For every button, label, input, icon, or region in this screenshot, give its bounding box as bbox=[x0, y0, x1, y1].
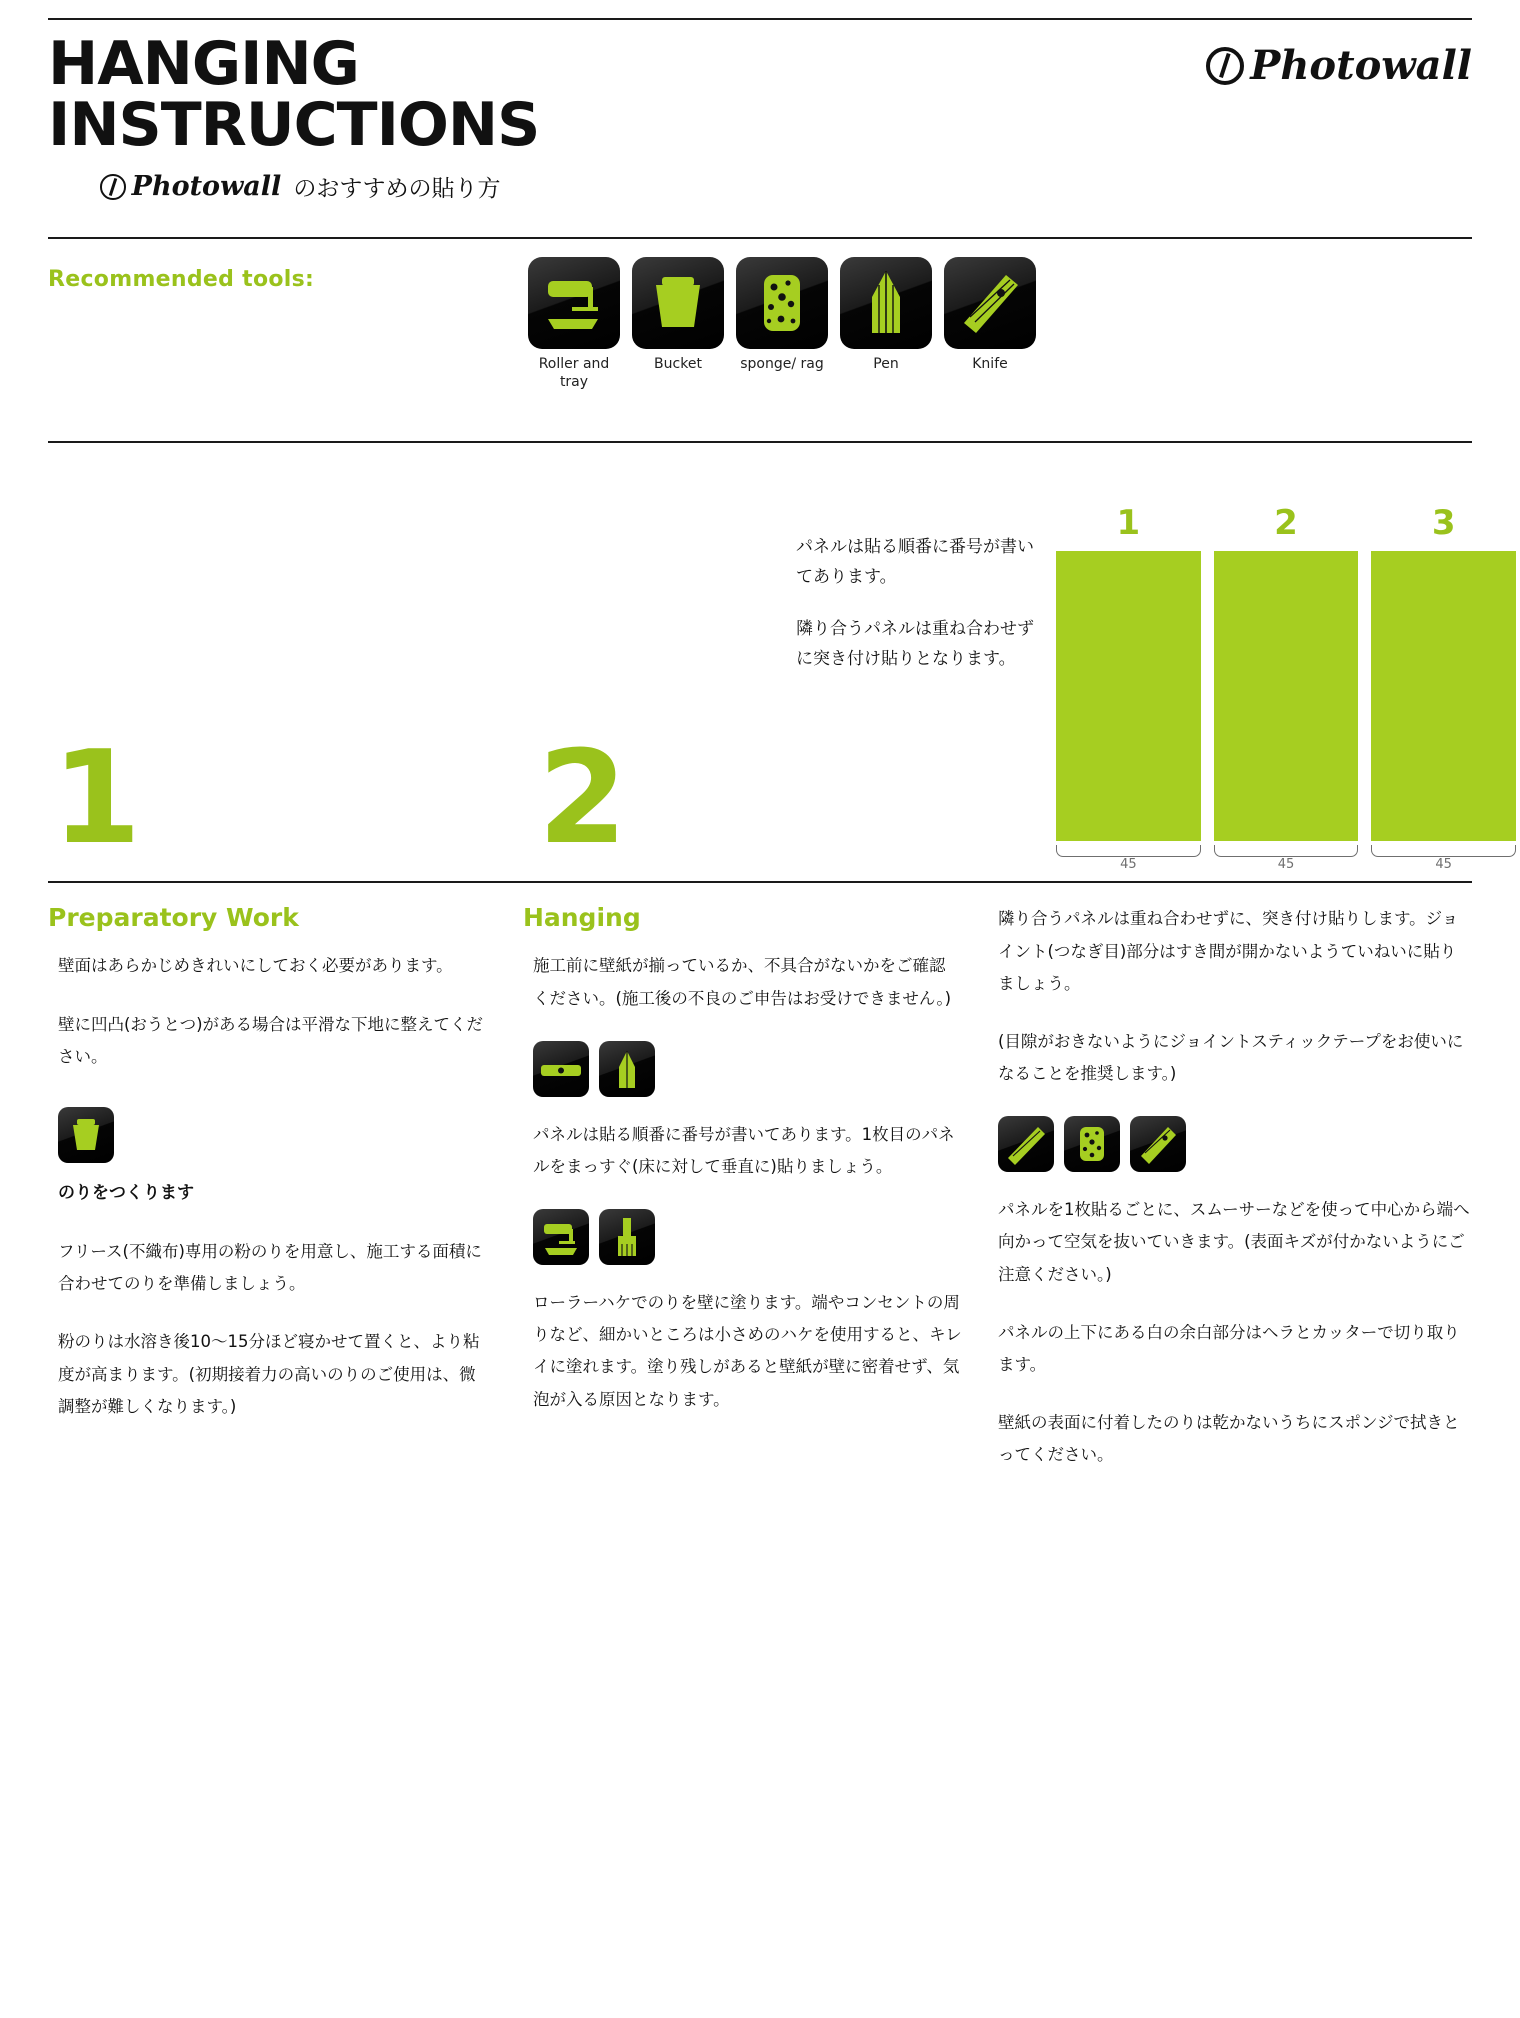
pen-icon bbox=[599, 1041, 655, 1097]
sponge-icon bbox=[736, 257, 828, 349]
instruction-sheet bbox=[0, 18, 1520, 2018]
title-line-2: INSTRUCTIONS bbox=[48, 90, 540, 161]
tool-item bbox=[632, 257, 724, 391]
col2-paragraph-1: 施工前に壁紙が揃っているか、不具合がないかをご確認ください。(施工後の不良のご申告はお受けできません。) bbox=[532, 956, 952, 1008]
instruction-columns bbox=[48, 883, 1472, 1497]
smoother-icon bbox=[998, 1116, 1054, 1172]
col2-icons-1 bbox=[533, 1041, 962, 1097]
column-joining bbox=[998, 903, 1472, 1497]
col2-paragraph-3: ローラーハケでのりを壁に塗ります。端やコンセントの周りなど、細かいところは小さめのハケを使用すると、キレイに塗れます。塗り残しがあると壁紙が壁に密着せず、気泡が入る原因となります。 bbox=[532, 1293, 962, 1409]
photowall-logo-text: Photowall bbox=[1250, 42, 1472, 89]
col2-paragraph-2: パネルは貼る順番に番号が書いてあります。1枚目のパネルをまっすぐ(床に対して垂直に)貼りましょう。 bbox=[532, 1124, 955, 1176]
measure-value: 45 bbox=[1120, 857, 1137, 873]
tool-item bbox=[736, 257, 828, 391]
roller-icon bbox=[528, 257, 620, 349]
col3-icons bbox=[998, 1116, 1472, 1172]
bucket-icon bbox=[632, 257, 724, 349]
panel-block bbox=[1214, 551, 1359, 841]
recommended-tools-label: Recommended tools: bbox=[48, 267, 315, 293]
page-header bbox=[48, 20, 1472, 203]
col3-paragraph-1: 隣り合うパネルは重ね合わせずに、突き付け貼りします。ジョイント(つなぎ目)部分はすき間が開かないようていねいに貼りましょう。 bbox=[997, 909, 1459, 993]
column-hanging bbox=[523, 903, 998, 1497]
roller-icon bbox=[533, 1209, 589, 1265]
col3-paragraph-3: パネルを1枚貼るごとに、スムーサーなどを使って中心から端へ向かって空気を抜いていきます。(表面キズが付かないようにご注意ください。) bbox=[997, 1200, 1470, 1284]
photowall-mark-icon bbox=[100, 174, 126, 200]
tool-caption: sponge/ rag bbox=[740, 356, 824, 373]
measure-value: 45 bbox=[1435, 857, 1452, 873]
level-icon bbox=[533, 1041, 589, 1097]
panel-number: 1 bbox=[1116, 503, 1141, 544]
col3-paragraph-2: (目隙がおきないようにジョイントスティックテープをお使いになることを推奨します。) bbox=[997, 1031, 1464, 1084]
panel-measurements bbox=[1056, 845, 1516, 875]
photowall-logo bbox=[1206, 42, 1472, 89]
col2-icons-2 bbox=[533, 1209, 962, 1265]
brush-icon bbox=[599, 1209, 655, 1265]
column-1-title: Preparatory Work bbox=[48, 903, 299, 933]
title-line-1: HANGING bbox=[48, 29, 359, 99]
panel-note-line-2: 隣り合うパネルは重ね合わせずに突き付け貼りとなります。 bbox=[796, 618, 1034, 669]
step-number-1: 1 bbox=[52, 724, 142, 874]
col3-paragraph-4: パネルの上下にある白の余白部分はヘラとカッターで切り取ります。 bbox=[997, 1322, 1460, 1374]
photowall-logo-inline bbox=[100, 171, 281, 202]
col1-paragraph-2: 壁に凹凸(おうとつ)がある場合は平滑な下地に整えてください。 bbox=[58, 1014, 484, 1066]
panel-measure bbox=[1371, 845, 1516, 875]
knife-icon bbox=[944, 257, 1036, 349]
steps-band bbox=[48, 441, 1472, 881]
measure-brace-icon bbox=[1371, 845, 1516, 857]
pen-icon bbox=[840, 257, 932, 349]
knife-icon bbox=[1130, 1116, 1186, 1172]
panel-diagram bbox=[1056, 503, 1516, 875]
photowall-mark-icon bbox=[1206, 47, 1244, 85]
panel-block bbox=[1371, 551, 1516, 841]
measure-brace-icon bbox=[1214, 845, 1359, 857]
column-2-title: Hanging bbox=[522, 903, 641, 933]
panel-number: 3 bbox=[1431, 503, 1456, 544]
col1-icons bbox=[58, 1107, 487, 1163]
col1-paragraph-4: 粉のりは水溶き後10〜15分ほど寝かせて置くと、より粘度が高まります。(初期接着力の高いのりのご使用は、微調整が難しくなります。) bbox=[58, 1332, 480, 1416]
subtitle-text: のおすすめの貼り方 bbox=[293, 176, 501, 203]
panel-note bbox=[796, 533, 1046, 696]
tool-item bbox=[528, 257, 620, 391]
photowall-logo-text-inline: Photowall bbox=[131, 171, 282, 203]
tool-caption: Roller and tray bbox=[538, 356, 610, 390]
col1-paragraph-1: 壁面はあらかじめきれいにしておく必要があります。 bbox=[58, 956, 453, 976]
tool-caption: Knife bbox=[972, 356, 1008, 373]
bucket-icon bbox=[58, 1107, 114, 1163]
step-number-2: 2 bbox=[538, 724, 628, 874]
tool-list bbox=[528, 257, 1036, 391]
steps-divider bbox=[48, 441, 1472, 443]
column-preparatory-work bbox=[48, 903, 523, 1497]
tool-item bbox=[840, 257, 932, 391]
sponge-icon bbox=[1064, 1116, 1120, 1172]
col3-paragraph-5: 壁紙の表面に付着したのりは乾かないうちにスポンジで拭きとってください。 bbox=[997, 1413, 1460, 1465]
measure-brace-icon bbox=[1056, 845, 1201, 857]
subtitle-row bbox=[48, 170, 1472, 203]
col1-paragraph-3: フリース(不織布)専用の粉のりを用意し、施工する面積に合わせてのりを準備しましょう。 bbox=[58, 1242, 482, 1294]
panel-measure bbox=[1214, 845, 1359, 875]
recommended-tools-section bbox=[48, 239, 1472, 391]
tool-caption: Bucket bbox=[654, 356, 702, 373]
panel-measure bbox=[1056, 845, 1201, 875]
tool-caption: Pen bbox=[873, 356, 899, 373]
panel-number-row bbox=[1056, 503, 1516, 543]
panel-note-line-1: パネルは貼る順番に番号が書いてあります。 bbox=[796, 537, 1034, 588]
tool-item bbox=[944, 257, 1036, 391]
col1-heading: のりをつくります bbox=[58, 1182, 194, 1203]
measure-value: 45 bbox=[1277, 857, 1295, 873]
panel-number: 2 bbox=[1274, 503, 1298, 544]
panel-block bbox=[1056, 551, 1201, 841]
panel-row bbox=[1056, 551, 1516, 841]
